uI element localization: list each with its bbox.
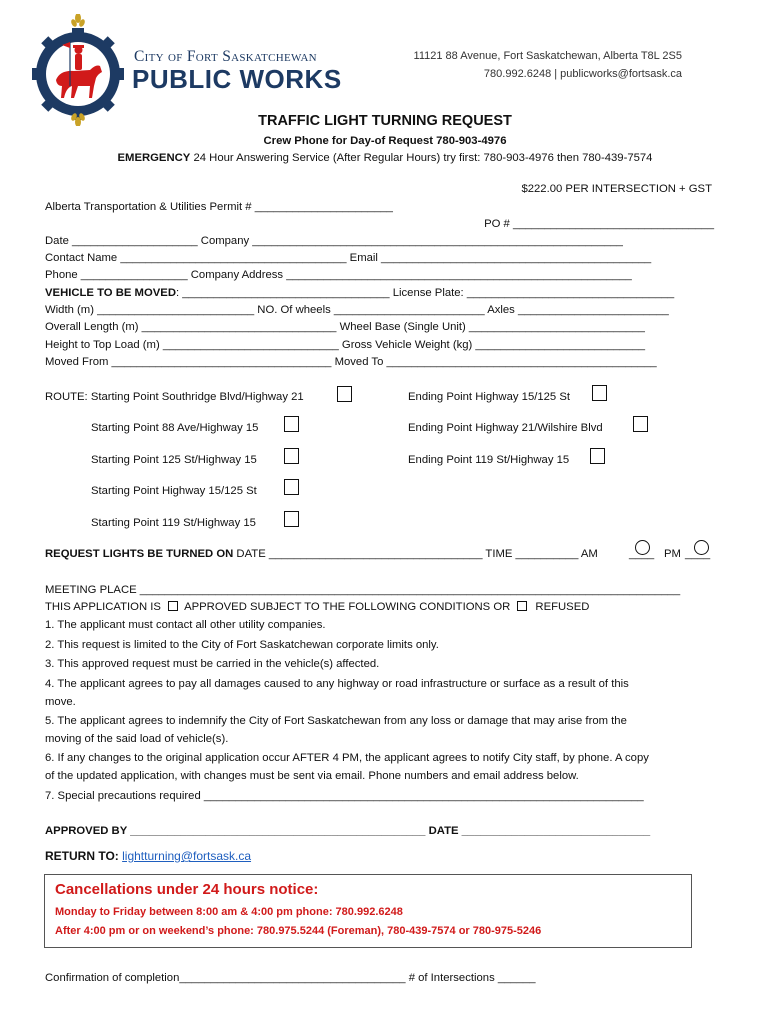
contact-email-field[interactable]: Contact Name ____________________________________ Email ___________________________________________ <box>45 252 652 264</box>
crew-phone: Crew Phone for Day-of Request 780-903-4976 <box>263 135 507 147</box>
approved-checkbox[interactable] <box>168 601 178 611</box>
phone-address-field[interactable]: Phone _________________ Company Address _______________________________________________________ <box>45 269 632 281</box>
application-prefix: THIS APPLICATION IS <box>45 601 161 613</box>
route-end-3: Ending Point 119 St/Highway 15 <box>408 454 570 466</box>
route-start-3: Starting Point 125 St/Highway 15 <box>91 454 257 466</box>
emergency-text: 24 Hour Answering Service (After Regular Hours) try first: 780-903-4976 then 780-439-7574 <box>190 152 653 164</box>
cancellation-weekday: Monday to Friday between 8:00 am & 4:00 pm phone: 780.992.6248 <box>55 906 403 918</box>
condition-4b: move. <box>45 696 76 708</box>
return-to-label: RETURN TO <box>45 849 115 863</box>
route-start-1: ROUTE: Starting Point Southridge Blvd/Highway 21 <box>45 391 304 403</box>
height-weight-field[interactable]: Height to Top Load (m) ____________________________ Gross Vehicle Weight (kg) ___________________________ <box>45 339 646 351</box>
condition-5a: 5. The applicant agrees to indemnify the City of Fort Saskatchewan from any loss or damage that may arise from the <box>45 715 627 727</box>
cancellation-notice-box <box>44 874 692 948</box>
moved-field[interactable]: Moved From ___________________________________ Moved To ___________________________________________ <box>45 356 657 368</box>
condition-5b: moving of the said load of vehicle(s). <box>45 733 229 745</box>
header-address: 11121 88 Avenue, Fort Saskatchewan, Alberta T8L 2S5 <box>413 50 682 62</box>
route-start-2-checkbox[interactable] <box>284 416 299 432</box>
vehicle-rest: : _________________________________ License Plate: _________________________________ <box>175 287 675 299</box>
route-end-1-checkbox[interactable] <box>592 385 607 401</box>
condition-1: 1. The applicant must contact all other utility companies. <box>45 619 326 631</box>
meeting-place-field[interactable]: MEETING PLACE ______________________________________________________________________________________ <box>45 584 681 596</box>
pm-blank: ____ <box>685 548 711 560</box>
logo-city-name: City of Fort Saskatchewan <box>134 48 317 65</box>
request-lights-date-time: DATE __________________________________ TIME __________ AM <box>233 548 598 560</box>
condition-6b: of the updated application, with changes must be sent via email. Phone numbers and email address below. <box>45 770 579 782</box>
route-end-2-checkbox[interactable] <box>633 416 648 432</box>
emergency-label: EMERGENCY <box>117 152 191 164</box>
approved-label: APPROVED SUBJECT TO THE FOLLOWING CONDITIONS OR <box>184 601 511 613</box>
confirmation-field[interactable]: Confirmation of completion____________________________________ # of Intersections ______ <box>45 972 536 984</box>
route-start-2: Starting Point 88 Ave/Highway 15 <box>91 422 259 434</box>
refused-label: REFUSED <box>535 601 590 613</box>
application-status <box>45 601 589 613</box>
po-field[interactable]: PO # ________________________________ <box>484 218 714 230</box>
route-start-4: Starting Point Highway 15/125 St <box>91 485 257 497</box>
route-end-1: Ending Point Highway 15/125 St <box>408 391 571 403</box>
form-title: TRAFFIC LIGHT TURNING REQUEST <box>258 113 512 129</box>
request-lights-label: REQUEST LIGHTS BE TURNED ON <box>45 548 234 560</box>
route-end-3-checkbox[interactable] <box>590 448 605 464</box>
vehicle-label: VEHICLE TO BE MOVED <box>45 287 176 299</box>
header-contact: 780.992.6248 | publicworks@fortsask.ca <box>483 68 682 80</box>
condition-6a: 6. If any changes to the original application occur AFTER 4 PM, the applicant agrees to notify City staff, by phone. A copy <box>45 752 649 764</box>
city-logo <box>30 14 126 126</box>
route-end-2: Ending Point Highway 21/Wilshire Blvd <box>408 422 603 434</box>
price-per-intersection: $222.00 PER INTERSECTION + GST <box>521 183 712 195</box>
request-lights-field[interactable] <box>45 548 598 560</box>
condition-2: 2. This request is limited to the City of Fort Saskatchewan corporate limits only. <box>45 639 439 651</box>
condition-7[interactable]: 7. Special precautions required ______________________________________________________________________ <box>45 790 644 802</box>
vehicle-field[interactable] <box>45 287 674 299</box>
date-company-field[interactable]: Date ____________________ Company ___________________________________________________________ <box>45 235 623 247</box>
length-wheelbase-field[interactable]: Overall Length (m) _______________________________ Wheel Base (Single Unit) ____________________________ <box>45 321 645 333</box>
refused-checkbox[interactable] <box>517 601 527 611</box>
rcmp-rider-emblem <box>30 14 126 126</box>
width-wheels-field[interactable]: Width (m) _________________________ NO. Of wheels ________________________ Axles ________________________ <box>45 304 669 316</box>
route-start-3-checkbox[interactable] <box>284 448 299 464</box>
am-blank: ____ <box>629 548 655 560</box>
condition-4a: 4. The applicant agrees to pay all damages caused to any highway or road infrastructure or surface as a result of this <box>45 678 629 690</box>
route-start-1-checkbox[interactable] <box>337 386 352 402</box>
return-to-line: RETURN TO: lightturning@fortsask.ca <box>45 849 252 863</box>
cancellation-heading: Cancellations under 24 hours notice: <box>55 881 319 898</box>
condition-3: 3. This approved request must be carried in the vehicle(s) affected. <box>45 658 380 670</box>
return-to-email-link[interactable]: lightturning@fortsask.ca <box>122 849 252 863</box>
cancellation-after-hours: After 4:00 pm or on weekend’s phone: 780.975.5244 (Foreman), 780-439-7574 or 780-975-5246 <box>55 925 542 937</box>
logo-department: PUBLIC WORKS <box>132 64 342 94</box>
route-start-4-checkbox[interactable] <box>284 479 299 495</box>
route-start-5: Starting Point 119 St/Highway 15 <box>91 517 256 529</box>
route-start-5-checkbox[interactable] <box>284 511 299 527</box>
permit-field[interactable]: Alberta Transportation & Utilities Permit # ______________________ <box>45 201 393 213</box>
pm-label: PM <box>664 548 681 560</box>
approved-by-field[interactable]: APPROVED BY _______________________________________________ DATE ______________________________ <box>45 825 651 837</box>
emergency-line <box>0 152 770 164</box>
